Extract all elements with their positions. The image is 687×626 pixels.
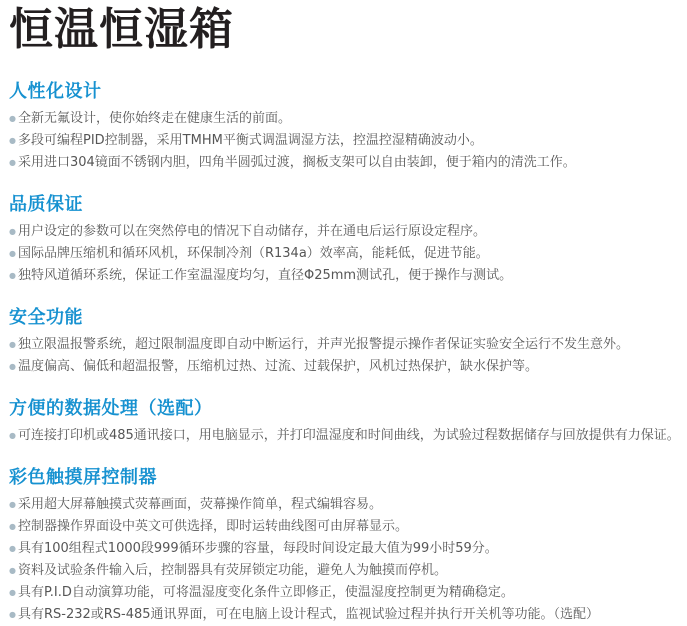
list-item-text: 独立限温报警系统，超过限制温度即自动中断运行，并声光报警提示操作者保证实验安全运行不发生意外。 [17,336,629,352]
bullet-list [9,494,677,626]
feature-section [9,193,677,287]
list-item-text: 控制器操作界面设中英文可供选择，即时运转曲线图可由屏幕显示。 [17,518,408,534]
feature-section [9,397,680,447]
bullet-icon: ● [9,565,16,575]
list-item [9,538,677,560]
feature-section [9,306,677,378]
section-heading: 安全功能 [9,306,83,328]
list-item [9,604,677,626]
list-item-text: 用户设定的参数可以在突然停电的情况下自动储存，并在通电后运行原设定程序。 [17,223,486,239]
bullet-icon: ● [9,521,16,531]
list-item [9,582,677,604]
section-heading: 彩色触摸屏控制器 [9,466,157,488]
feature-section [9,466,677,626]
bullet-icon: ● [9,430,16,440]
list-item [9,108,677,130]
list-item-text: 具有100组程式1000段999循环步骤的容量，每段时间设定最大值为99小时59分。 [17,540,498,556]
list-item-text: 具有P.I.D自动演算功能，可将温湿度变化条件立即修正，使温湿度控制更为精确稳定。 [17,584,514,600]
bullet-icon: ● [9,157,16,167]
bullet-list [9,425,680,447]
list-item-text: 多段可编程PID控制器，采用TMHM平衡式调温调湿方法，控温控湿精确波动小。 [17,132,483,148]
list-item-text: 可连接打印机或485通讯接口，用电脑显示，并打印温湿度和时间曲线，为试验过程数据储存与回放提供有力保证。 [17,427,680,443]
bullet-icon: ● [9,226,16,236]
list-item-text: 采用超大屏幕触摸式荧幕画面，荧幕操作简单，程式编辑容易。 [17,496,382,512]
bullet-icon: ● [9,499,16,509]
list-item-text: 国际品牌压缩机和循环风机，环保制冷剂（R134a）效率高，能耗低，促进节能。 [17,245,489,261]
bullet-icon: ● [9,135,16,145]
list-item-text: 温度偏高、偏低和超温报警，压缩机过热、过流、过载保护，风机过热保护，缺水保护等。 [17,358,538,374]
bullet-icon: ● [9,609,16,619]
list-item-text: 具有RS-232或RS-485通讯界面，可在电脑上设计程式，监视试验过程并执行开关机等功能。（选配） [17,606,600,622]
section-heading: 方便的数据处理（选配） [9,397,213,419]
bullet-list [9,108,677,174]
list-item-text: 独特风道循环系统，保证工作室温湿度均匀，直径Φ25mm测试孔，便于操作与测试。 [17,267,513,283]
bullet-list [9,221,677,287]
bullet-icon: ● [9,248,16,258]
bullet-icon: ● [9,361,16,371]
page-title: 恒温恒湿箱 [9,4,234,55]
list-item [9,152,677,174]
list-item-text: 全新无氟设计，使你始终走在健康生活的前面。 [17,110,291,126]
bullet-icon: ● [9,543,16,553]
list-item [9,356,677,378]
section-heading: 人性化设计 [9,80,102,102]
list-item [9,425,680,447]
bullet-icon: ● [9,339,16,349]
list-item [9,560,677,582]
feature-sections [9,80,680,626]
list-item [9,243,677,265]
list-item [9,130,677,152]
list-item [9,265,677,287]
list-item [9,221,677,243]
section-heading: 品质保证 [9,193,83,215]
bullet-list [9,334,677,378]
list-item-text: 采用进口304镜面不锈钢内胆，四角半圆弧过渡，搁板支架可以自由装卸，便于箱内的清洗工作。 [17,154,576,170]
list-item [9,334,677,356]
bullet-icon: ● [9,113,16,123]
list-item [9,494,677,516]
bullet-icon: ● [9,270,16,280]
list-item [9,516,677,538]
bullet-icon: ● [9,587,16,597]
feature-section [9,80,677,174]
list-item-text: 资料及试验条件输入后，控制器具有荧屏锁定功能，避免人为触摸而停机。 [17,562,447,578]
